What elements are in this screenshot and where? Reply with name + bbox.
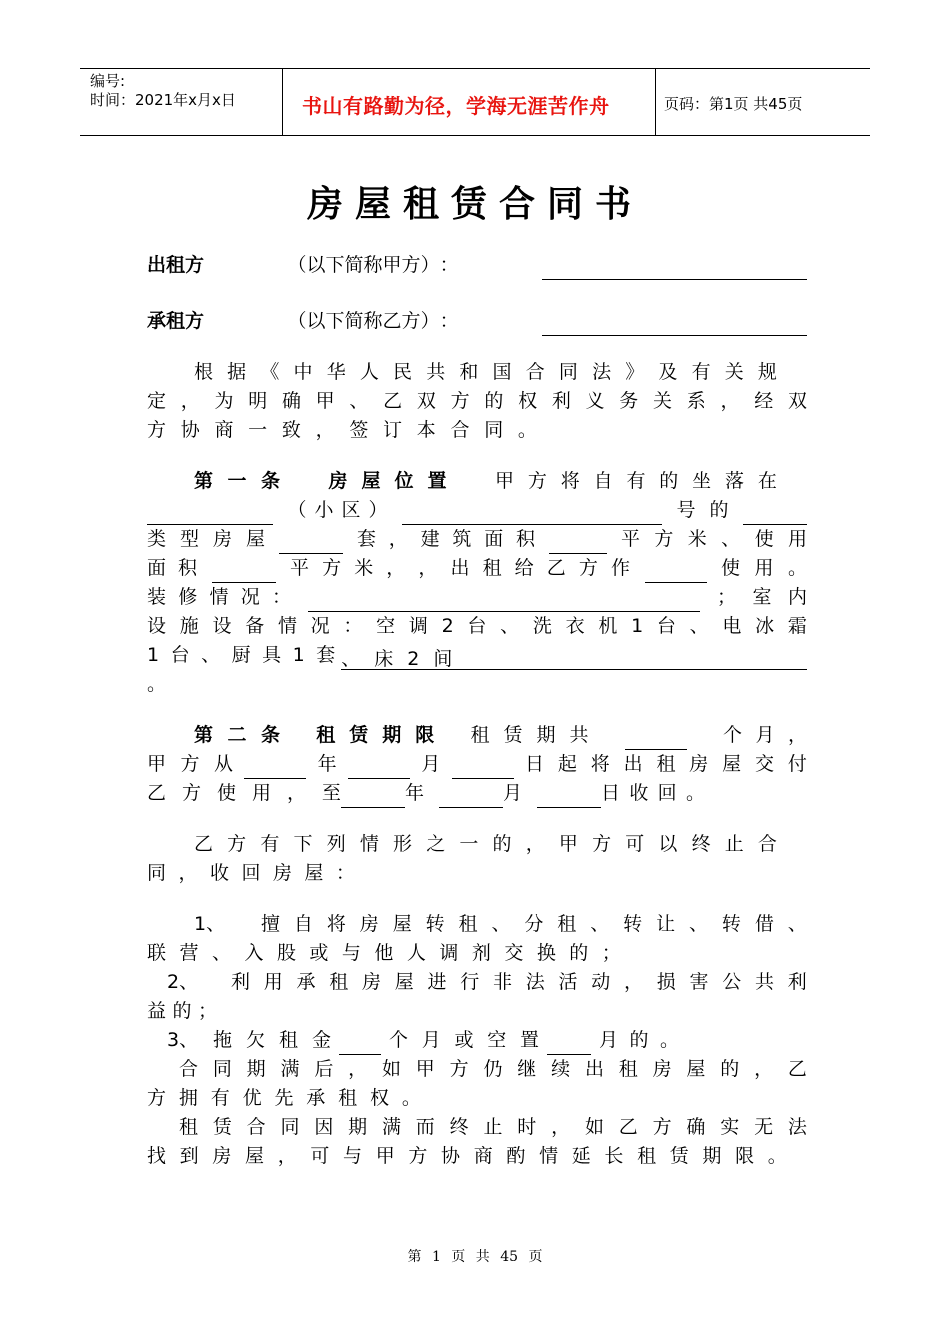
- vacancy-months-blank[interactable]: [547, 1030, 591, 1055]
- article2-line-3: [147, 779, 807, 808]
- preamble-text-1: 根 据 《 中 华 人 民 共 和 国 合 同 法 》 及 有 关 规: [194, 361, 777, 383]
- document-title: 房屋租赁合同书: [306, 184, 643, 225]
- term-item-2-number: 2、: [167, 971, 199, 993]
- article1-area-word: 面 积: [147, 557, 197, 579]
- term-item-3-text-3: 月 的 。: [599, 1029, 679, 1051]
- end-day-blank[interactable]: [537, 783, 601, 808]
- contract-body: [147, 246, 807, 1171]
- term-item-3-line: [147, 1026, 807, 1055]
- term-item-2-text-2: 益 的 ；: [147, 1000, 217, 1022]
- header-motto: 书山有路勤为径，学海无涯苦作舟: [302, 94, 610, 118]
- article2-month-label-2: 月: [503, 782, 523, 804]
- community-blank[interactable]: [147, 500, 273, 525]
- lessor-blank[interactable]: [542, 255, 807, 280]
- article2-until-label: 乙 方 使 用 ， 至: [147, 782, 341, 804]
- address-blank[interactable]: [402, 500, 662, 525]
- term-item-3-text-1: 拖 欠 租 金: [213, 1029, 331, 1051]
- decoration-blank[interactable]: [308, 587, 700, 612]
- lessee-note: （ 以 下 简 称 乙 方 ） ：: [287, 310, 459, 332]
- article1-heading: 第 一 条: [194, 470, 280, 492]
- article2-month-label-1: 月: [421, 753, 441, 775]
- term-item-2-text: 利 用 承 租 房 屋 进 行 非 法 活 动 ， 损 害 公 共 利: [231, 971, 807, 993]
- term-item-2-line-2: [147, 997, 807, 1026]
- article1-community-label: （ 小 区 ）: [287, 499, 388, 521]
- article1-facilities-2: 1 台 、 厨 具 1 套: [147, 644, 336, 666]
- preamble-text-3: 方 协 商 一 致 ， 签 订 本 合 同 。: [147, 419, 537, 441]
- renewal-text-1: 合 同 期 满 后 ， 如 甲 方 仍 继 续 出 租 房 屋 的 ， 乙: [179, 1058, 807, 1080]
- article2-return-label: 日 收 回 。: [601, 782, 705, 804]
- lessee-blank[interactable]: [542, 311, 807, 336]
- lessor-label: 出 租 方: [147, 254, 205, 276]
- extension-text-2: 找 到 房 屋 ， 可 与 甲 方 协 商 酌 情 延 长 租 赁 期 限 。: [147, 1145, 787, 1167]
- article1-line-6: [147, 612, 807, 641]
- renewal-line-1: [147, 1055, 807, 1084]
- term-item-2-line-1: [147, 968, 807, 997]
- end-month-blank[interactable]: [439, 783, 503, 808]
- extension-line-1: [147, 1113, 807, 1142]
- article1-line-3: [147, 525, 807, 554]
- term-item-1-number: 1、: [194, 913, 226, 935]
- preamble-line-1: [147, 358, 807, 387]
- term-item-1-text: 擅 自 将 房 屋 转 租 、 分 租 、 转 让 、 转 借 、: [261, 913, 807, 935]
- preamble-text-2: 定 ， 为 明 确 甲 、 乙 双 方 的 权 利 义 务 关 系 ， 经 双: [147, 390, 807, 412]
- article1-usable-label: 平 方 米 、 使 用: [621, 528, 807, 550]
- usage-blank[interactable]: [645, 558, 707, 583]
- article2-line-1: [147, 721, 807, 750]
- article1-line-7: [147, 641, 807, 670]
- lessee-label: 承 租 方: [147, 310, 205, 332]
- doc-number-label: 编号:: [90, 72, 126, 90]
- article1-area-label: 套 ， 建 筑 面 积: [357, 528, 535, 550]
- article1-indoor-label: ； 室 内: [717, 586, 807, 608]
- header-page-info: 页码：第1页 共45页: [664, 95, 803, 113]
- article1-use-label: 使 用 。: [721, 557, 807, 579]
- article1-text-1: 甲 方 将 自 有 的 坐 落 在: [495, 470, 777, 492]
- article1-facilities: 设 施 设 备 情 况 ： 空 调 2 台 、 洗 衣 机 1 台 、 电 冰 霜: [147, 615, 807, 637]
- article1-line-8: [147, 670, 807, 699]
- page-footer: 第 1 页 共 45 页: [407, 1249, 543, 1265]
- termination-text-2: 同 ， 收 回 房 屋 ：: [147, 862, 355, 884]
- article1-number-label: 号 的: [676, 499, 729, 521]
- preamble-line-3: [147, 416, 807, 445]
- article1-line-1: [147, 467, 807, 496]
- article2-deliver-label: 日 起 将 出 租 房 屋 交 付: [525, 753, 807, 775]
- lessor-line: [147, 246, 807, 280]
- article1-end-mark: 。: [147, 673, 167, 695]
- termination-line-1: [147, 830, 807, 859]
- header-divider-1: [282, 68, 283, 136]
- lessee-line: [147, 302, 807, 336]
- article1-rent-to-label: 平 方 米 ， ， 出 租 给 乙 方 作: [290, 557, 630, 579]
- article2-months-label: 个 月 ，: [723, 724, 807, 746]
- article1-decoration-label: 装 修 情 况 ：: [147, 586, 291, 608]
- extension-text-1: 租 赁 合 同 因 期 满 而 终 止 时 ， 如 乙 方 确 实 无 法: [179, 1116, 807, 1138]
- header-bottom-rule: [80, 135, 870, 136]
- term-item-1-line-1: [147, 910, 807, 939]
- article2-term-label: 租 赁 期 共: [470, 724, 589, 746]
- article2-line-2: [147, 750, 807, 779]
- article1-line-2: [147, 496, 807, 525]
- article2-year-label-2: 年: [405, 782, 425, 804]
- article1-line-4: [147, 554, 807, 583]
- header-divider-2: [655, 68, 656, 136]
- article1-line-5: [147, 583, 807, 612]
- preamble-line-2: [147, 387, 807, 416]
- article1-house-type-label: 类 型 房 屋: [147, 528, 265, 550]
- extension-line-2: [147, 1142, 807, 1171]
- lessor-note: （ 以 下 简 称 甲 方 ） ：: [287, 254, 459, 276]
- article2-title: 租 赁 期 限: [316, 724, 435, 746]
- building-area-blank[interactable]: [549, 529, 607, 554]
- termination-text-1: 乙 方 有 下 列 情 形 之 一 的 ， 甲 方 可 以 终 止 合: [194, 833, 777, 855]
- doc-time-label: 时间：2021年x月x日: [90, 91, 236, 109]
- units-blank[interactable]: [279, 529, 343, 554]
- termination-line-2: [147, 859, 807, 888]
- article2-from-label: 甲 方 从: [147, 753, 233, 775]
- arrears-months-blank[interactable]: [339, 1030, 381, 1055]
- house-type-blank[interactable]: [743, 500, 807, 525]
- term-item-1-text-2: 联 营 、 入 股 或 与 他 人 调 剂 交 换 的 ；: [147, 942, 621, 964]
- renewal-line-2: [147, 1084, 807, 1113]
- usable-area-blank[interactable]: [212, 558, 276, 583]
- start-day-blank[interactable]: [452, 754, 514, 779]
- renewal-text-2: 方 拥 有 优 先 承 租 权 。: [147, 1087, 421, 1109]
- term-item-1-line-2: [147, 939, 807, 968]
- header-top-rule: [80, 68, 870, 69]
- article1-bed-text: 、 床 2 间: [341, 645, 807, 670]
- term-item-3-text-2: 个 月 或 空 置: [389, 1029, 539, 1051]
- article2-year-label-1: 年: [317, 753, 337, 775]
- term-item-3-number: 3、: [167, 1029, 199, 1051]
- start-year-blank[interactable]: [244, 754, 306, 779]
- start-month-blank[interactable]: [348, 754, 410, 779]
- months-blank[interactable]: [625, 725, 687, 750]
- article1-title: 房 屋 位 置: [328, 470, 447, 492]
- article2-heading: 第 二 条: [194, 724, 280, 746]
- end-year-blank[interactable]: [341, 783, 405, 808]
